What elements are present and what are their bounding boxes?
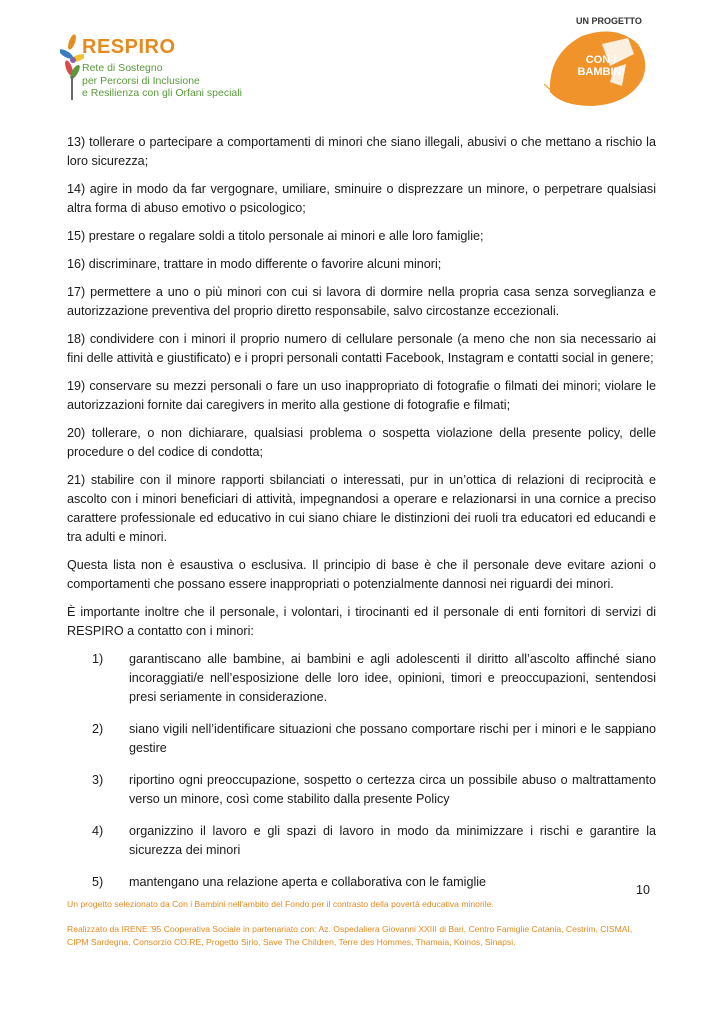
list-text: organizzino il lavoro e gli spazi di lavoro in modo da minimizzare i rischi e garantire la sicurezza dei minori — [129, 824, 656, 857]
intro-paragraph: È importante inoltre che il personale, i volontari, i tirocinanti ed il personale di enti fornitori di servizi di RESPIRO a contatto con i minori: — [67, 605, 656, 638]
paragraph-20: 20) tollerare, o non dichiarare, qualsiasi problema o sospetta violazione della presente policy, delle procedure o del codice di condotta; — [67, 426, 656, 459]
paragraph-15: 15) prestare o regalare soldi a titolo personale ai minori e alle loro famiglie; — [67, 229, 484, 243]
list-item — [67, 720, 656, 758]
footer-partners-line: Realizzato da IRENE '95 Cooperativa Sociale in partenariato con: Az. Ospedaliera Giovanni XXIII di Bari, Centro Famiglie Catania, Cestrim, CISMAI, — [67, 924, 633, 934]
list-item — [67, 822, 656, 860]
list-number: 4) — [92, 824, 104, 838]
list-number: 1) — [92, 652, 104, 666]
paragraph-21: 21) stabilire con il minore rapporti sbilanciati o interessati, pur in un’ottica di relazioni di reciprocità e ascolto con i minori beneficiari di attività, impegnandosi a operare e relazionarsi in una cornice a preciso carattere professionale ed educativo in cui siano chiare le distinzioni dei ruoli tra educatori ed educandi e tra adulti e minori. — [67, 473, 656, 544]
list-number: 3) — [92, 773, 104, 787]
respiro-logo — [60, 30, 260, 110]
list-item — [67, 771, 656, 809]
closing-paragraph: Questa lista non è esaustiva o esclusiva. Il principio di base è che il personale deve evitare azioni o comportamenti che possano essere inappropriati o potenzialmente dannosi nei riguardi dei minori. — [67, 558, 656, 591]
list-number: 2) — [92, 722, 104, 736]
logo-subtitle — [82, 62, 257, 100]
list-text: riportino ogni preoccupazione, sospetto o certezza circa un possibile abuso o maltrattamento verso un minore, così come stabilito dalla presente Policy — [129, 773, 656, 806]
logo-subtitle-line: per Percorsi di Inclusione — [82, 74, 200, 87]
list-item — [67, 873, 656, 892]
arc-text: UN PROGETTO — [576, 16, 642, 26]
logo-subtitle-line: e Resilienza con gli Orfani speciali — [82, 87, 242, 99]
commitments-list — [67, 650, 656, 892]
paragraph-17: 17) permettere a uno o più minori con cui si lavora di dormire nella propria casa senza sorveglianza e autorizzazione preventiva del proprio diretto responsabile, salvo circostanze eccezionali. — [67, 285, 656, 318]
page-header — [0, 0, 724, 120]
page-footer — [67, 898, 667, 949]
logo-title: RESPIRO — [82, 36, 176, 58]
footer-project-line: Un progetto selezionato da Con i Bambini nell'ambito del Fondo per il contrasto della povertà educativa minorile. — [67, 899, 494, 909]
list-number: 5) — [92, 875, 104, 889]
paragraph-14: 14) agire in modo da far vergognare, umiliare, sminuire o disprezzare un minore, o perpetrare qualsiasi altra forma di abuso emotivo o psicologico; — [67, 182, 656, 215]
list-text: mantengano una relazione aperta e collaborativa con le famiglie — [129, 875, 487, 889]
paragraph-16: 16) discriminare, trattare in modo differente o favorire alcuni minori; — [67, 257, 442, 271]
list-text: garantiscano alle bambine, ai bambini e agli adolescenti il diritto all’ascolto affinché siano incoraggiati/e nell’esposizione delle loro idee, opinioni, timori e preoccupazioni, sentendosi presi seriamente in considerazione. — [129, 652, 656, 704]
list-text: siano vigili nell’identificare situazioni che possano comportare rischi per i minori e le sappiano gestire — [129, 722, 656, 755]
list-item — [67, 650, 656, 707]
paragraph-18: 18) condividere con i minori il proprio numero di cellulare personale (a meno che non sia necessario ai fini delle attività e giustificato) e i propri personali contatti Facebook, Instagram e contatti social in genere; — [67, 332, 656, 365]
con-i-bambini-logo — [530, 14, 662, 114]
page-number: 10 — [636, 883, 650, 897]
main-content — [67, 133, 656, 905]
pinwheel-icon — [60, 32, 84, 102]
logo-subtitle-line: Rete di Sostegno — [82, 62, 163, 74]
paragraph-13: 13) tollerare o partecipare a comportamenti di minori che siano illegali, abusivi o che mettano a rischio la loro sicurezza; — [67, 135, 656, 168]
badge-text: CON I BAMBINI — [577, 54, 625, 78]
paragraph-19: 19) conservare su mezzi personali o fare un uso inappropriato di fotografie o filmati dei minori; violare le autorizzazioni fornite dai caregivers in merito alla gestione di fotografie e filmati; — [67, 379, 656, 412]
footer-partners-line: CIPM Sardegna, Consorzio CO.RE, Progetto Sirio, Save The Children, Terre des Hommes, Thamaia, Koinos, Sinapsi. — [67, 937, 516, 947]
